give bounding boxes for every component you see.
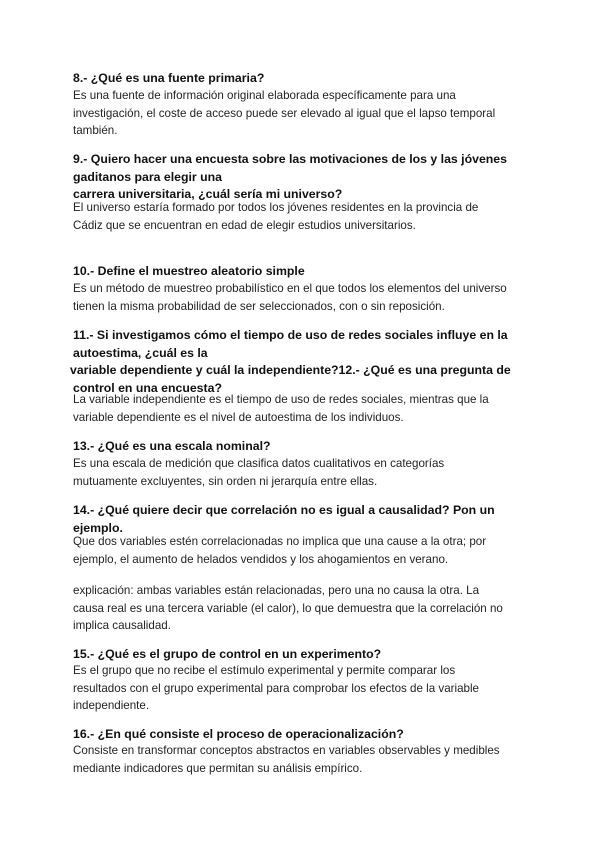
question-text: carrera universitaria, ¿cuál sería mi universo?	[73, 187, 343, 201]
question-text: 10.- Define el muestreo aleatorio simple	[73, 264, 305, 278]
answer-text: Es un método de muestreo probabilístico en el que todos los elementos del universo	[73, 282, 507, 295]
question-text: 15.- ¿Qué es el grupo de control en un experimento?	[73, 647, 382, 661]
question-text: ejemplo.	[73, 520, 123, 535]
question-13	[73, 438, 533, 456]
answer-text: también.	[73, 124, 118, 137]
question-text: 9.- Quiero hacer una encuesta sobre las motivaciones de los y las jóvenes	[73, 152, 507, 166]
question-11	[70, 327, 533, 397]
answer-text: La variable independiente es el tiempo de uso de redes sociales, mientras que la	[73, 393, 489, 406]
question-text: 11.- Si investigamos cómo el tiempo de uso de redes sociales influye en la	[73, 328, 508, 342]
question-8	[73, 70, 533, 88]
question-10	[73, 263, 533, 281]
answer-15	[73, 662, 533, 715]
answer-text: ejemplo, el aumento de helados vendidos y los ahogamientos en verano.	[73, 552, 449, 566]
answer-13	[73, 455, 533, 490]
question-16	[73, 726, 533, 744]
answer-text: explicación: ambas variables están relacionadas, pero una no causa la otra. La	[73, 584, 480, 597]
question-9	[73, 151, 533, 204]
answer-text: mediante indicadores que permitan su análisis empírico.	[73, 761, 363, 775]
answer-14	[73, 533, 533, 568]
question-15	[73, 646, 533, 664]
question-text: 13.- ¿Qué es una escala nominal?	[73, 439, 271, 453]
question-text: 8.- ¿Qué es una fuente primaria?	[73, 71, 265, 85]
question-14	[73, 502, 533, 537]
answer-text: resultados con el grupo experimental para comprobar los efectos de la variable	[73, 681, 480, 695]
question-text: autoestima, ¿cuál es la	[73, 345, 208, 360]
answer-10	[73, 280, 533, 315]
answer-text: Cádiz que se encuentran en edad de elegir estudios universitarios.	[73, 218, 416, 232]
question-text: control en una encuesta?	[73, 380, 222, 395]
answer-text: Consiste en transformar conceptos abstractos en variables observables y medibles	[73, 744, 500, 757]
answer-text: variable dependiente es el nivel de autoestima de los individuos.	[73, 410, 404, 424]
answer-16	[73, 742, 533, 777]
answer-text: Es una escala de medición que clasifica datos cualitativos en categorías	[73, 457, 445, 470]
question-text: variable dependiente y cuál la independiente?12.- ¿Qué es una pregunta de	[70, 363, 511, 377]
answer-text: Es una fuente de información original elaborada específicamente para una	[73, 89, 456, 102]
answer-text: implica causalidad.	[73, 619, 171, 632]
answer-text: mutuamente excluyentes, sin orden ni jerarquía entre ellas.	[73, 474, 378, 488]
question-text: 14.- ¿Qué quiere decir que correlación no es igual a causalidad? Pon un	[73, 503, 495, 517]
answer-text: El universo estaría formado por todos los jóvenes residentes en la provincia de	[73, 201, 479, 214]
answer-text: investigación, el coste de acceso puede ser elevado al igual que el lapso temporal	[73, 106, 496, 120]
answer-text: Es el grupo que no recibe el estímulo experimental y permite comparar los	[73, 664, 456, 677]
question-text: gaditanos para elegir una	[73, 169, 222, 184]
answer-text: tienen la misma probabilidad de ser seleccionados, con o sin reposición.	[73, 299, 445, 313]
answer-text: independiente.	[73, 699, 150, 712]
answer-text: causa real es una tercera variable (el calor), lo que demuestra que la correlación no	[73, 601, 503, 615]
answer-9	[73, 199, 533, 234]
answer-text: Que dos variables estén correlacionadas no implica que una cause a la otra; por	[73, 535, 487, 548]
answer-11	[73, 391, 533, 426]
answer-14-explanation	[73, 582, 533, 635]
answer-8	[73, 87, 533, 140]
question-text: 16.- ¿En qué consiste el proceso de operacionalización?	[73, 727, 404, 741]
